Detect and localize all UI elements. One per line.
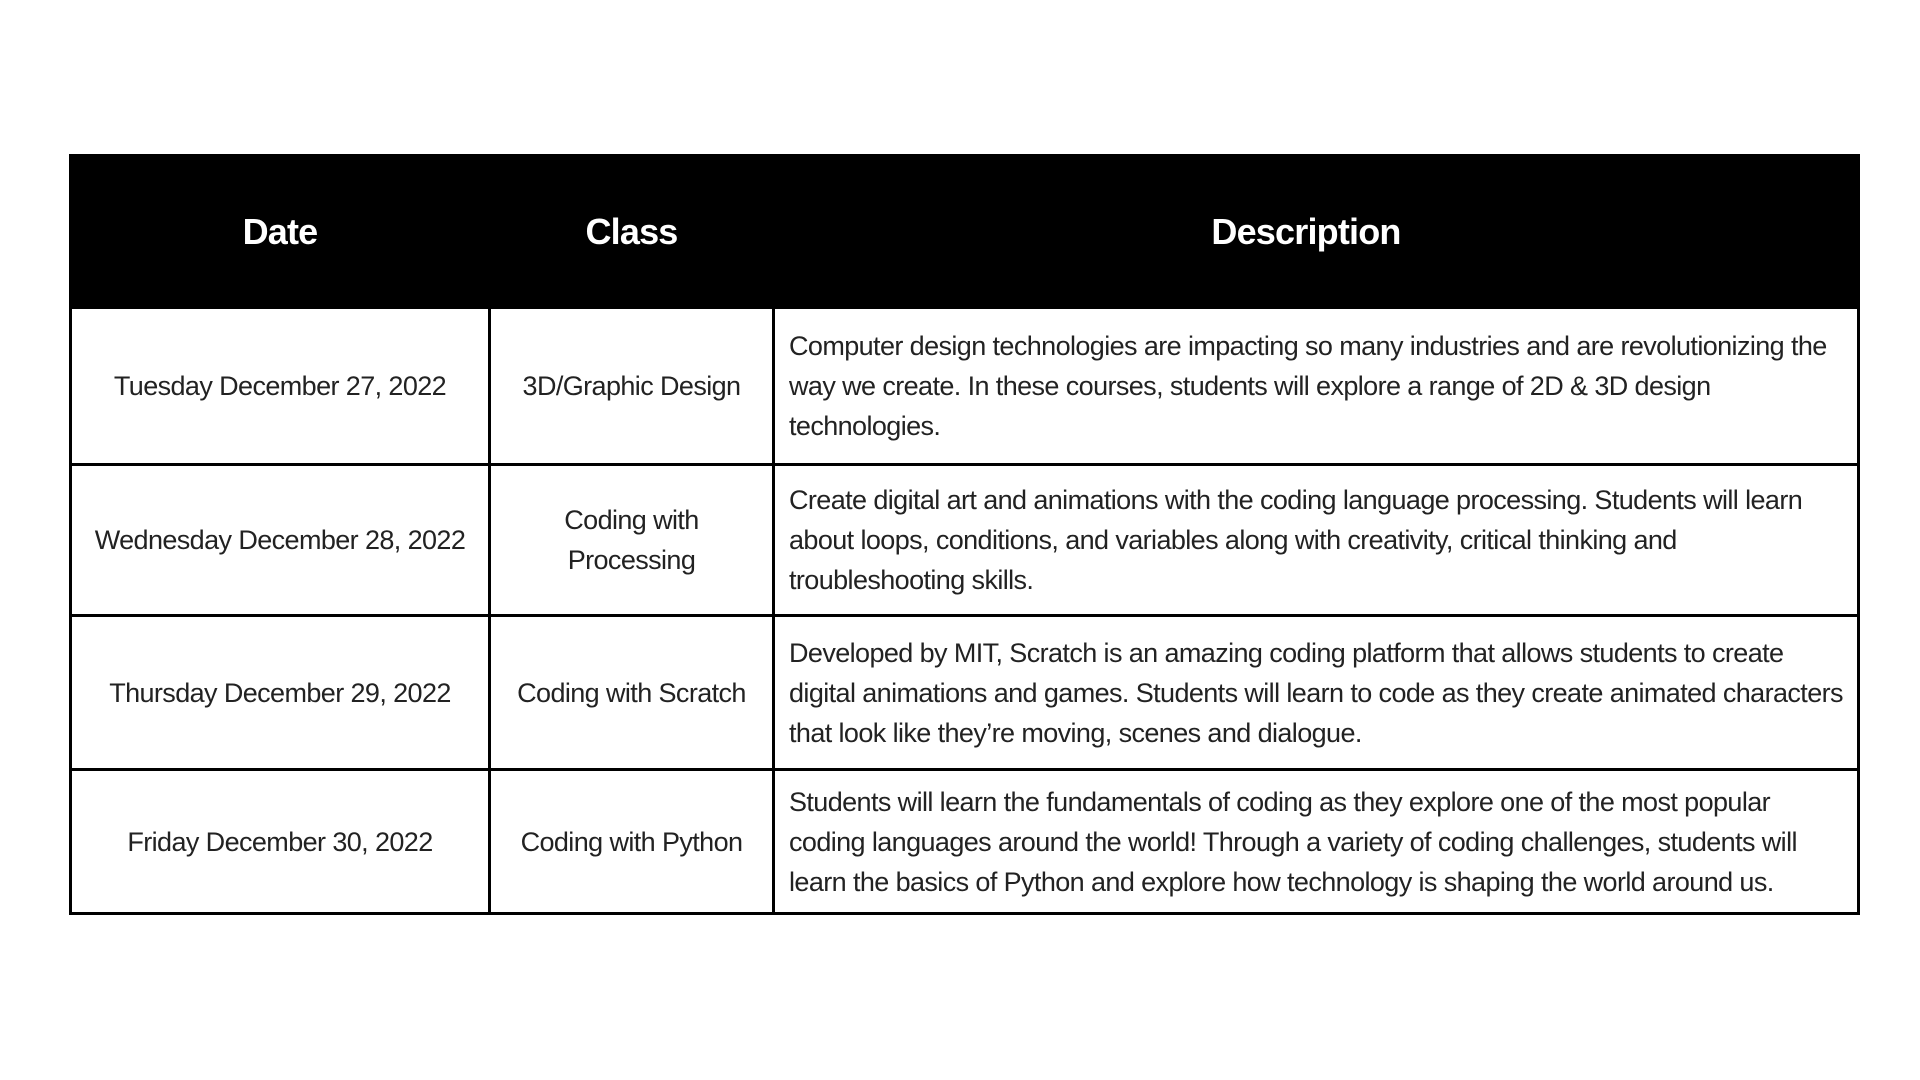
- class-cell: Coding with Processing: [490, 465, 774, 616]
- header-date: Date: [71, 156, 490, 308]
- description-cell: Create digital art and animations with the coding language processing. Students will learn about loops, conditions, and variables along with creativity, critical thinking and troubleshooting skills.: [774, 465, 1859, 616]
- class-cell: Coding with Python: [490, 770, 774, 914]
- date-cell: Wednesday December 28, 2022: [71, 465, 490, 616]
- table-body: [71, 308, 1859, 914]
- table-header: [71, 156, 1859, 308]
- description-cell: Computer design technologies are impacting so many industries and are revolutionizing the way we create. In these courses, students will explore a range of 2D & 3D design technologies.: [774, 308, 1859, 465]
- table-row: [71, 465, 1859, 616]
- class-cell: Coding with Scratch: [490, 616, 774, 770]
- date-cell: Thursday December 29, 2022: [71, 616, 490, 770]
- header-row: [71, 156, 1859, 308]
- header-description: Description: [774, 156, 1859, 308]
- class-cell: 3D/Graphic Design: [490, 308, 774, 465]
- date-cell: Friday December 30, 2022: [71, 770, 490, 914]
- table-row: [71, 308, 1859, 465]
- schedule-table: [69, 154, 1860, 915]
- date-cell: Tuesday December 27, 2022: [71, 308, 490, 465]
- description-cell: Developed by MIT, Scratch is an amazing coding platform that allows students to create digital animations and games. Students will learn to code as they create animated characters that look like they’re moving, scenes and dialogue.: [774, 616, 1859, 770]
- description-cell: Students will learn the fundamentals of coding as they explore one of the most popular coding languages around the world! Through a variety of coding challenges, students will learn the basics of Python and explore how technology is shaping the world around us.: [774, 770, 1859, 914]
- table-row: [71, 616, 1859, 770]
- header-class: Class: [490, 156, 774, 308]
- table-row: [71, 770, 1859, 914]
